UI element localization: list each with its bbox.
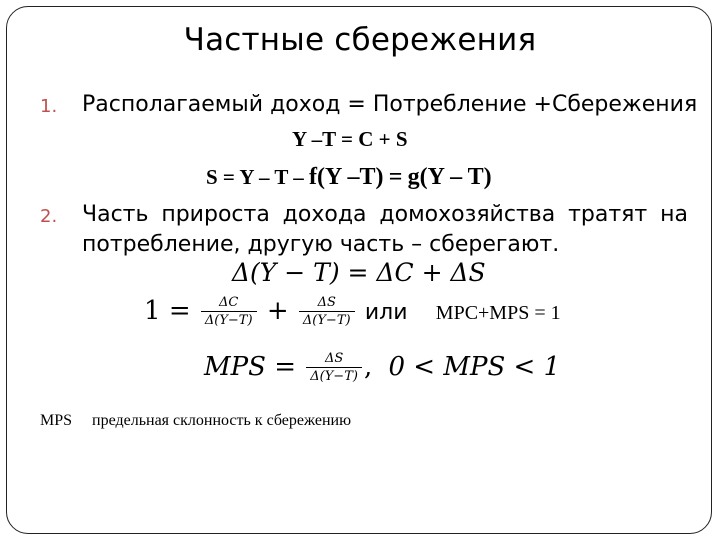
equals-sign: = [274, 352, 296, 382]
equals-sign: = [388, 164, 403, 190]
delta-equation-rhs: = ΔC + ΔS [347, 258, 486, 287]
mps-label: MPS [204, 352, 266, 382]
mps-definition [204, 352, 560, 384]
list-item-2 [40, 200, 690, 266]
saving-formula-lhs: S = Y – T – [206, 165, 304, 189]
comma: , [363, 352, 373, 382]
mps-fraction [306, 352, 362, 384]
list-text: Располагаемый доход = Потребление +Сбережения [82, 92, 698, 117]
consumption-function: f(Y –T) [309, 164, 384, 190]
delta-equation-lhs: Δ(Y − T) [232, 258, 340, 287]
plus-sign: + [266, 296, 289, 326]
mps-fraction [299, 296, 355, 328]
slide-title: Частные сбережения [183, 22, 537, 58]
mps-range: 0 < MPS < 1 [388, 352, 561, 382]
list-text: Часть прироста дохода домохозяйства тратят на потребление, другую часть – сберегают. [82, 202, 688, 257]
footnote-abbr: MPS [40, 412, 73, 429]
mpc-fraction [201, 296, 257, 328]
unit-sum-equation [144, 296, 561, 328]
saving-function: g(Y – T) [407, 164, 492, 190]
identity-formula: Y –T = C + S [292, 127, 408, 151]
list-number: 2. [40, 206, 58, 227]
fraction-denominator: Δ(Y−T) [299, 311, 355, 328]
list-item-1 [40, 90, 698, 124]
mpc-mps-sum: MPC+MPS = 1 [435, 302, 561, 324]
mps-footnote [40, 412, 351, 430]
or-word: или [364, 300, 408, 325]
fraction-numerator: ΔC [219, 295, 239, 311]
fraction-numerator: ΔS [317, 295, 336, 311]
one: 1 [144, 296, 161, 326]
fraction-numerator: ΔS [324, 351, 344, 367]
fraction-denominator: Δ(Y−T) [201, 311, 257, 328]
list-number: 1. [40, 96, 58, 117]
equals-sign: = [168, 296, 191, 326]
delta-equation [232, 258, 486, 287]
saving-formula [206, 164, 492, 191]
footnote-text: предельная склонность к сбережению [92, 412, 352, 429]
fraction-denominator: Δ(Y−T) [306, 367, 362, 384]
